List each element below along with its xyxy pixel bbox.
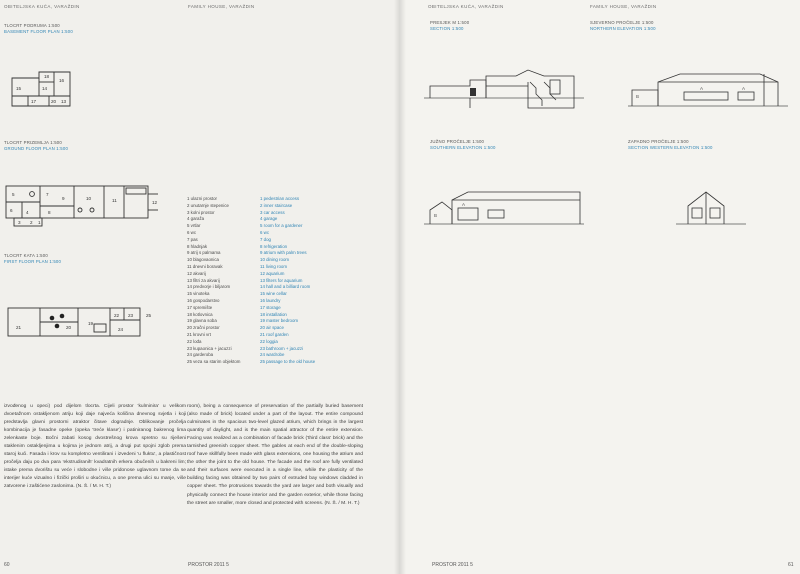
footer-right: PROSTOR 2011 5	[432, 562, 473, 568]
room-5: 5	[12, 192, 15, 197]
room-14: 14	[42, 86, 48, 91]
room-13: 13	[61, 99, 67, 104]
caption-en: GROUND FLOOR PLAN 1:500	[4, 146, 69, 151]
legend-item: 8 refrigeration	[260, 243, 288, 249]
legend-item: 25 passage to the old house	[260, 359, 316, 365]
caption-hr: PRESJEK M 1:500	[430, 20, 470, 25]
legend-item: 1 pedestrian access	[260, 196, 300, 201]
room-3: 3	[18, 220, 21, 225]
room-legend-croatian	[187, 196, 257, 366]
caption-en: BASEMENT FLOOR PLAN 1:500	[4, 29, 73, 34]
legend-item: 7 dog	[260, 236, 271, 242]
room-17: 17	[31, 99, 37, 104]
elevation-mark-b: B	[434, 213, 438, 218]
room-4: 4	[26, 210, 29, 215]
legend-item: 21 roof garden	[260, 331, 289, 337]
legend-item: 5 room for a gardener	[260, 223, 303, 229]
legend-item: 14 predvorje i biljarom	[187, 284, 231, 290]
legend-item: 5 vrtlar	[187, 223, 201, 229]
legend-item: 22 lođa	[187, 338, 202, 344]
elevation-mark-a: A	[700, 86, 704, 91]
room-18: 18	[44, 74, 50, 79]
legend-item: 13 filters for aquarium	[260, 277, 303, 283]
caption-en: FIRST FLOOR PLAN 1:500	[4, 259, 62, 264]
caption-hr: TLOCRT PRIZEMLJA 1:500	[4, 140, 62, 145]
room-2: 2	[30, 220, 33, 225]
legend-item: 18 installation	[260, 311, 287, 317]
room-21: 21	[16, 325, 22, 330]
legend-item: 4 garaža	[187, 216, 205, 222]
legend-item: 10 dining room	[260, 257, 290, 263]
article-text-english: room), being a consequence of preservation of the partially buried basement (also made of brick) located under a part of the layout. The entire compound culminates in the spacious two-level glazed atrium, which brings in the largest quantity of daylight, and is the main spatial attractor of the entire extension. Facing was realized as a combination of facade brick ('third class' brick) and the tarnished greenish copper sheet. The gables at each end of the double-sloping roof have skillfully been made with glass extensions, one housing the atrium and the other the joint to the old house. The facade and the roof are fully ventilated and their surfaces were executed in a single line, while the plasticity of the building facing was obtained by two pairs of extruded bay windows cladded in copper sheet. The protrusions towards the yard are larger and both visually and physically connect the house interior and the garden exterior, while those facing the street are smaller, more closed and protected with screens. (N. Š. / M. H. T.)	[187, 404, 363, 506]
caption-hr: ZAPADNO PROČELJE 1:500	[628, 139, 689, 144]
legend-item: 11 living room	[260, 263, 288, 269]
legend-item: 3 kolni prostor	[187, 209, 215, 215]
basement-plan-caption	[4, 23, 73, 35]
southern-elevation-caption	[430, 139, 496, 151]
page-number-right: 61	[788, 562, 794, 568]
western-elevation-caption	[628, 139, 713, 151]
room-6: 6	[10, 208, 13, 213]
legend-item: 22 loggia	[260, 338, 278, 344]
caption-hr: TLOCRT KATA 1:500	[4, 253, 48, 258]
legend-item: 23 kupaonica + jacuzzi	[187, 345, 232, 351]
room-20: 20	[51, 99, 57, 104]
legend-item: 24 garderoba	[187, 352, 214, 358]
room-7: 7	[46, 192, 49, 197]
legend-item: 11 dnevni boravak	[187, 263, 223, 269]
legend-item: 23 bathroom + jacuzzi	[260, 345, 304, 351]
legend-item: 9 atrij s palmama	[187, 250, 221, 256]
room-20: 20	[66, 325, 72, 330]
section-drawing	[424, 68, 584, 119]
legend-item: 12 aquarium	[260, 270, 285, 276]
article-text-croatian: izvođenog u opeci) pod dijelom tlocrta. Cijeli prostor 'kulminira' u velikom dvoetažnom ostakljenom atriju koji daje najveća količina dnevnog svjetla i koji predstavlja glavni prostorni atraktor čitave dogradnje. Oblikovanje pročelja kombinacija je fasadne opeke (opeka 'treće klase') i patiniranog bakrenog lima zelenkaste boje. Bočni zabati kosog dvostrešnog krova spretno su riješeni staklenim ostakljenjima u kojima je jednom atrij, a drugi put spojni zglob prema staroj kući. Fasada i krov su kompletno ventilirani i izvedeni 'u fluktu', a plastičnost pročelja daju po dva para 'ekstrudiranih' kvadratnih erkera obučenih u bakreni lim; istake prema dvorištu su veće i slobodne i više pridonose uglavnom tome da se interijer kuće vizualno i fizički proširi u okućnicu, a one prema ulici su manje, više zatvorene i zaštićene zaslonima. (N. Š. / M. H. T.)	[4, 404, 186, 490]
legend-item: 6 wc	[187, 229, 197, 235]
first-floor-plan-caption	[4, 253, 61, 265]
legend-item: 12 akvarij	[187, 270, 206, 276]
room-23: 23	[128, 313, 134, 318]
legend-item: 17 storage	[260, 304, 281, 310]
ground-floor-plan	[2, 180, 167, 232]
legend-item: 24 wardrobe	[260, 352, 285, 358]
room-8: 8	[48, 210, 51, 215]
caption-hr: TLOCRT PODRUMA 1:500	[4, 23, 60, 28]
legend-item: 25 veza sa starim objektom	[187, 359, 241, 365]
legend-item: 2 unutarnje stepenice	[187, 202, 229, 208]
caption-en: SOUTHERN ELEVATION 1:500	[430, 145, 496, 150]
legend-item: 3 car access	[260, 209, 285, 215]
room-11: 11	[112, 198, 117, 203]
caption-hr: JUŽNO PROČELJE 1:500	[430, 139, 485, 144]
legend-item: 2 inner staircase	[260, 202, 293, 208]
first-floor-plan	[4, 298, 169, 350]
legend-item: 14 hall and a billiard room	[260, 284, 311, 290]
ground-plan-caption	[4, 140, 68, 152]
legend-item: 20 zračni prostor	[187, 325, 220, 331]
legend-item: 8 hladnjak	[187, 243, 208, 249]
legend-item: 13 filtri za akvarij	[187, 277, 220, 283]
legend-item: 1 ulazni prostor	[187, 196, 218, 201]
legend-item: 15 vinoteka	[187, 291, 210, 297]
western-elevation-drawing	[676, 186, 746, 235]
caption-en: SECTION 1:500	[430, 26, 464, 31]
running-head-right-en: FAMILY HOUSE, VARAŽDIN	[590, 4, 657, 9]
elevation-mark-a-2: A	[742, 86, 746, 91]
room-9: 9	[62, 196, 65, 201]
room-10: 10	[86, 196, 92, 201]
room-legend-english	[260, 196, 336, 366]
legend-item: 18 kotlovnica	[187, 311, 213, 317]
room-24: 24	[118, 327, 124, 332]
legend-item: 16 gospodarstvo	[187, 297, 220, 303]
section-caption	[430, 20, 469, 32]
legend-item: 19 master bedroom	[260, 318, 299, 324]
legend-item: 20 air space	[260, 325, 284, 331]
room-25: 25	[146, 313, 152, 318]
running-head-left-hr: OBITELJSKA KUĆA, VARAŽDIN	[4, 4, 80, 9]
legend-item: 17 spremište	[187, 304, 213, 310]
right-page	[400, 0, 800, 574]
running-head-left-en: FAMILY HOUSE, VARAŽDIN	[188, 4, 255, 9]
legend-item: 6 wc	[260, 229, 270, 235]
page-gutter-shadow	[394, 0, 406, 574]
room-12: 12	[152, 200, 158, 205]
page-number-left: 60	[4, 562, 10, 568]
legend-item: 16 laundry	[260, 297, 281, 303]
caption-en: SECTION WESTERN ELEVATION 1:500	[628, 145, 713, 150]
legend-item: 10 blagovaonica	[187, 257, 219, 263]
room-1: 1	[38, 220, 41, 225]
caption-hr: SJEVERNO PROČELJE 1:500	[590, 20, 654, 25]
northern-elevation-drawing	[628, 72, 788, 117]
elevation-mark-b: B	[636, 94, 640, 99]
room-16: 16	[59, 78, 65, 83]
legend-item: 15 wine cellar	[260, 291, 287, 297]
room-19: 19	[88, 321, 94, 326]
caption-en: NORTHERN ELEVATION 1:500	[590, 26, 656, 31]
southern-elevation-drawing	[424, 186, 584, 235]
room-15: 15	[16, 86, 22, 91]
legend-item: 19 glavna soba	[187, 318, 217, 324]
legend-item: 4 garage	[260, 216, 278, 222]
basement-floor-plan	[4, 68, 104, 112]
room-22: 22	[114, 313, 120, 318]
legend-item: 9 atrium with palm trees	[260, 250, 307, 256]
elevation-mark-a: A	[462, 202, 466, 207]
running-head-right-hr: OBITELJSKA KUĆA, VARAŽDIN	[428, 4, 504, 9]
legend-item: 7 pas	[187, 236, 198, 242]
legend-item: 21 krovni vrt	[187, 331, 211, 337]
northern-elevation-caption	[590, 20, 656, 32]
footer-left: PROSTOR 2011 5	[188, 562, 229, 568]
